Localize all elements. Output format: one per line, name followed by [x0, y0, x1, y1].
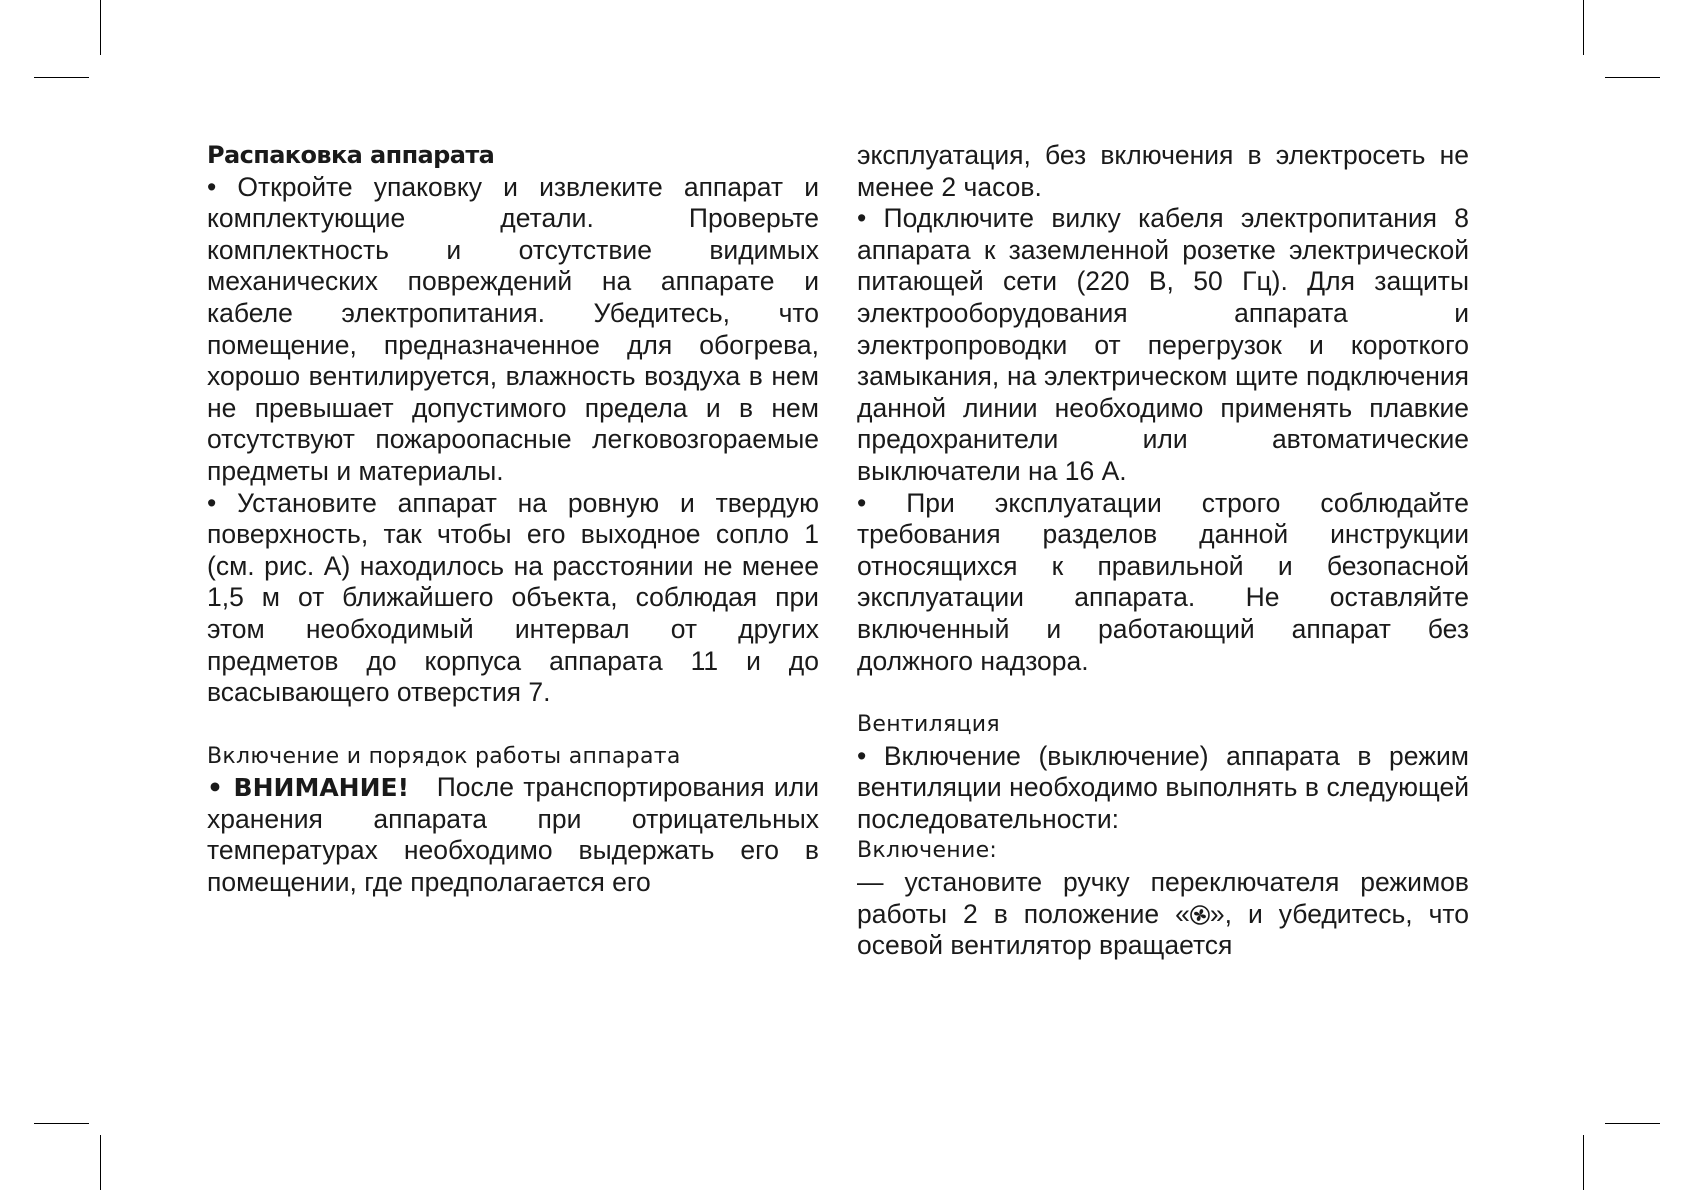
ventilation-heading: Вентиляция [857, 712, 1000, 738]
attention-label: • ВНИМАНИЕ! [207, 773, 410, 803]
switch-on-text-before: — установите ручку переключателя режимов работы 2 в положение « [857, 867, 1469, 929]
crop-mark-bottom-right-horizontal [1605, 1123, 1660, 1124]
crop-mark-top-left-vertical [100, 0, 101, 55]
switch-on-paragraph [857, 867, 1469, 962]
crop-mark-bottom-left-horizontal [34, 1123, 89, 1124]
left-column [207, 140, 819, 899]
right-column [857, 140, 1469, 962]
continued-paragraph: эксплуатация, без включения в электросеть не менее 2 часов. [857, 140, 1469, 202]
attention-paragraph [207, 772, 819, 898]
crop-mark-bottom-left-vertical [100, 1135, 101, 1190]
fan-icon [1190, 901, 1210, 921]
unpacking-heading: Распаковка аппарата [207, 141, 495, 169]
operation-safety-paragraph: • При эксплуатации строго соблюдайте требования разделов данной инструкции относящихся к правильной и безопасной эксплуатации аппарата. Не оставляйте включенный и работающий аппарат без должного надзора. [857, 487, 1469, 676]
crop-mark-bottom-right-vertical [1583, 1135, 1584, 1190]
crop-mark-top-right-horizontal [1605, 77, 1660, 78]
crop-mark-top-left-horizontal [34, 77, 89, 78]
unpacking-paragraph-1: • Откройте упаковку и извлеките аппарат и комплектующие детали. Проверьте комплектность и отсутствие видимых механических повреждений на аппарате и кабеле электропитания. Убедитесь, что помещение, предназначенное для обогрева, хорошо вентилируется, влажность воздуха в нем не превышает допустимого предела и в нем отсутствуют пожароопасные легковозгораемые предметы и материалы. [207, 171, 819, 486]
switch-on-text-after: », и убедитесь, что осевой вентилятор вращается [857, 898, 1469, 961]
unpacking-paragraph-2: • Установите аппарат на ровную и твердую поверхность, так чтобы его выходное сопло 1 (см. рис. А) находилось на расстоянии не менее 1,5 м от ближайшего объекта, соблюдая при этом необходимый интервал от других предметов до корпуса аппарата 11 и до всасывающего отверстия 7. [207, 487, 819, 708]
switch-on-label: Включение: [857, 838, 998, 864]
crop-mark-top-right-vertical [1583, 0, 1584, 55]
operation-heading: Включение и порядок работы аппарата [207, 743, 681, 769]
ventilation-paragraph: • Включение (выключение) аппарата в режим вентиляции необходимо выполнять в следующей последовательности: [857, 740, 1469, 834]
attention-text: После транспортирования или хранения аппарата при отрицательных температурах необходимо выдержать его в помещении, где предполагается его [207, 772, 819, 898]
plug-paragraph: • Подключите вилку кабеля электропитания 8 аппарата к заземленной розетке электрической питающей сети (220 В, 50 Гц). Для защиты электрооборудования аппарата и электропроводки от перегрузок и короткого замыкания, на электрическом щите подключения данной линии необходимо применять плавкие предохранители или автоматические выключатели на 16 А. [857, 203, 1469, 486]
